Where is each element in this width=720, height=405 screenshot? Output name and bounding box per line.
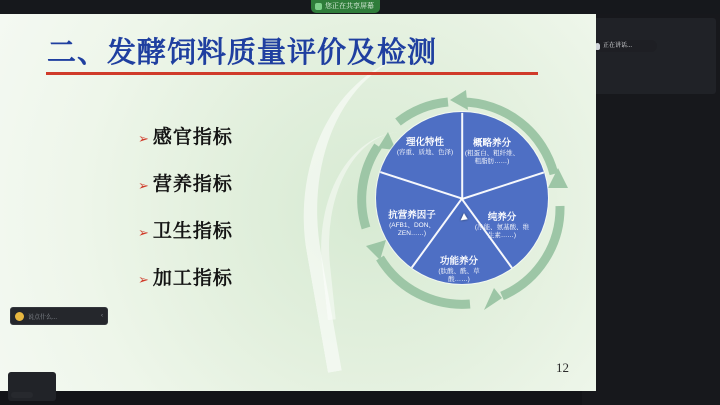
segment-divider [380, 171, 462, 199]
bullet-label: 感官指标 [152, 127, 233, 148]
segment-divider [461, 113, 463, 199]
participant-video-tile[interactable] [586, 18, 716, 94]
segment-subtext: (容重、质地、色泽) [396, 149, 454, 157]
segment-subtext: (粗蛋白、粗纤维、粗脂肪……) [464, 150, 520, 166]
title-underline [46, 72, 538, 75]
bullet-label: 卫生指标 [152, 221, 233, 242]
smiley-icon[interactable] [15, 312, 24, 321]
segment-heading: 理化特性 [405, 137, 444, 148]
participants-panel [581, 14, 720, 405]
self-view-tile[interactable] [8, 372, 56, 401]
bullet-marker-icon: ➢ [138, 225, 149, 240]
segment-divider [462, 171, 544, 199]
screen-sharing-banner[interactable] [311, 0, 380, 13]
segment-heading: 纯养分 [487, 212, 517, 223]
bullet-marker-icon: ➢ [138, 272, 149, 287]
segment-subtext: (AFB1、DON、ZEN……) [389, 222, 435, 238]
bullet-label: 加工指标 [152, 268, 233, 289]
quality-evaluation-cycle-diagram [352, 88, 572, 328]
segment-heading: 功能养分 [439, 256, 478, 267]
segment-subtext: (净能、氨基酸、维生素……) [474, 224, 530, 240]
cycle-segment-functional [428, 256, 490, 284]
list-item [138, 122, 328, 149]
cycle-segment-proximate [464, 138, 520, 166]
segment-heading: 抗营养因子 [388, 210, 436, 221]
bullet-list [138, 122, 328, 310]
segment-heading: 概略养分 [472, 138, 511, 149]
cycle-segment-pure-nutrients [474, 212, 530, 240]
segment-subtext: (肽酸、酰、草酸……) [438, 268, 480, 284]
screen-share-icon [315, 3, 322, 10]
list-item [138, 216, 328, 243]
bullet-marker-icon: ➢ [138, 178, 149, 193]
chevron-left-icon[interactable]: ‹ [101, 313, 103, 319]
list-item [138, 169, 328, 196]
cycle-segment-antinutritional [382, 210, 442, 238]
cycle-segment-physicochemical [396, 137, 454, 157]
shared-slide [0, 14, 596, 391]
list-item [138, 263, 328, 290]
participant-name-bar [591, 40, 657, 52]
slide-bottom-band [0, 391, 582, 405]
sharing-banner-label: 您正在共享屏幕 [325, 3, 374, 10]
bullet-marker-icon: ➢ [138, 131, 149, 146]
chat-input-bar[interactable] [10, 307, 108, 325]
slide-title: 二、发酵饲料质量评价及检测 [47, 37, 438, 69]
self-view-name-bar [11, 392, 33, 398]
bullet-label: 营养指标 [152, 174, 233, 195]
chat-input-placeholder[interactable]: 说点什么... [28, 314, 58, 321]
participant-name: 正在讲话... [603, 43, 633, 49]
slide-page-number: 12 [556, 360, 569, 375]
